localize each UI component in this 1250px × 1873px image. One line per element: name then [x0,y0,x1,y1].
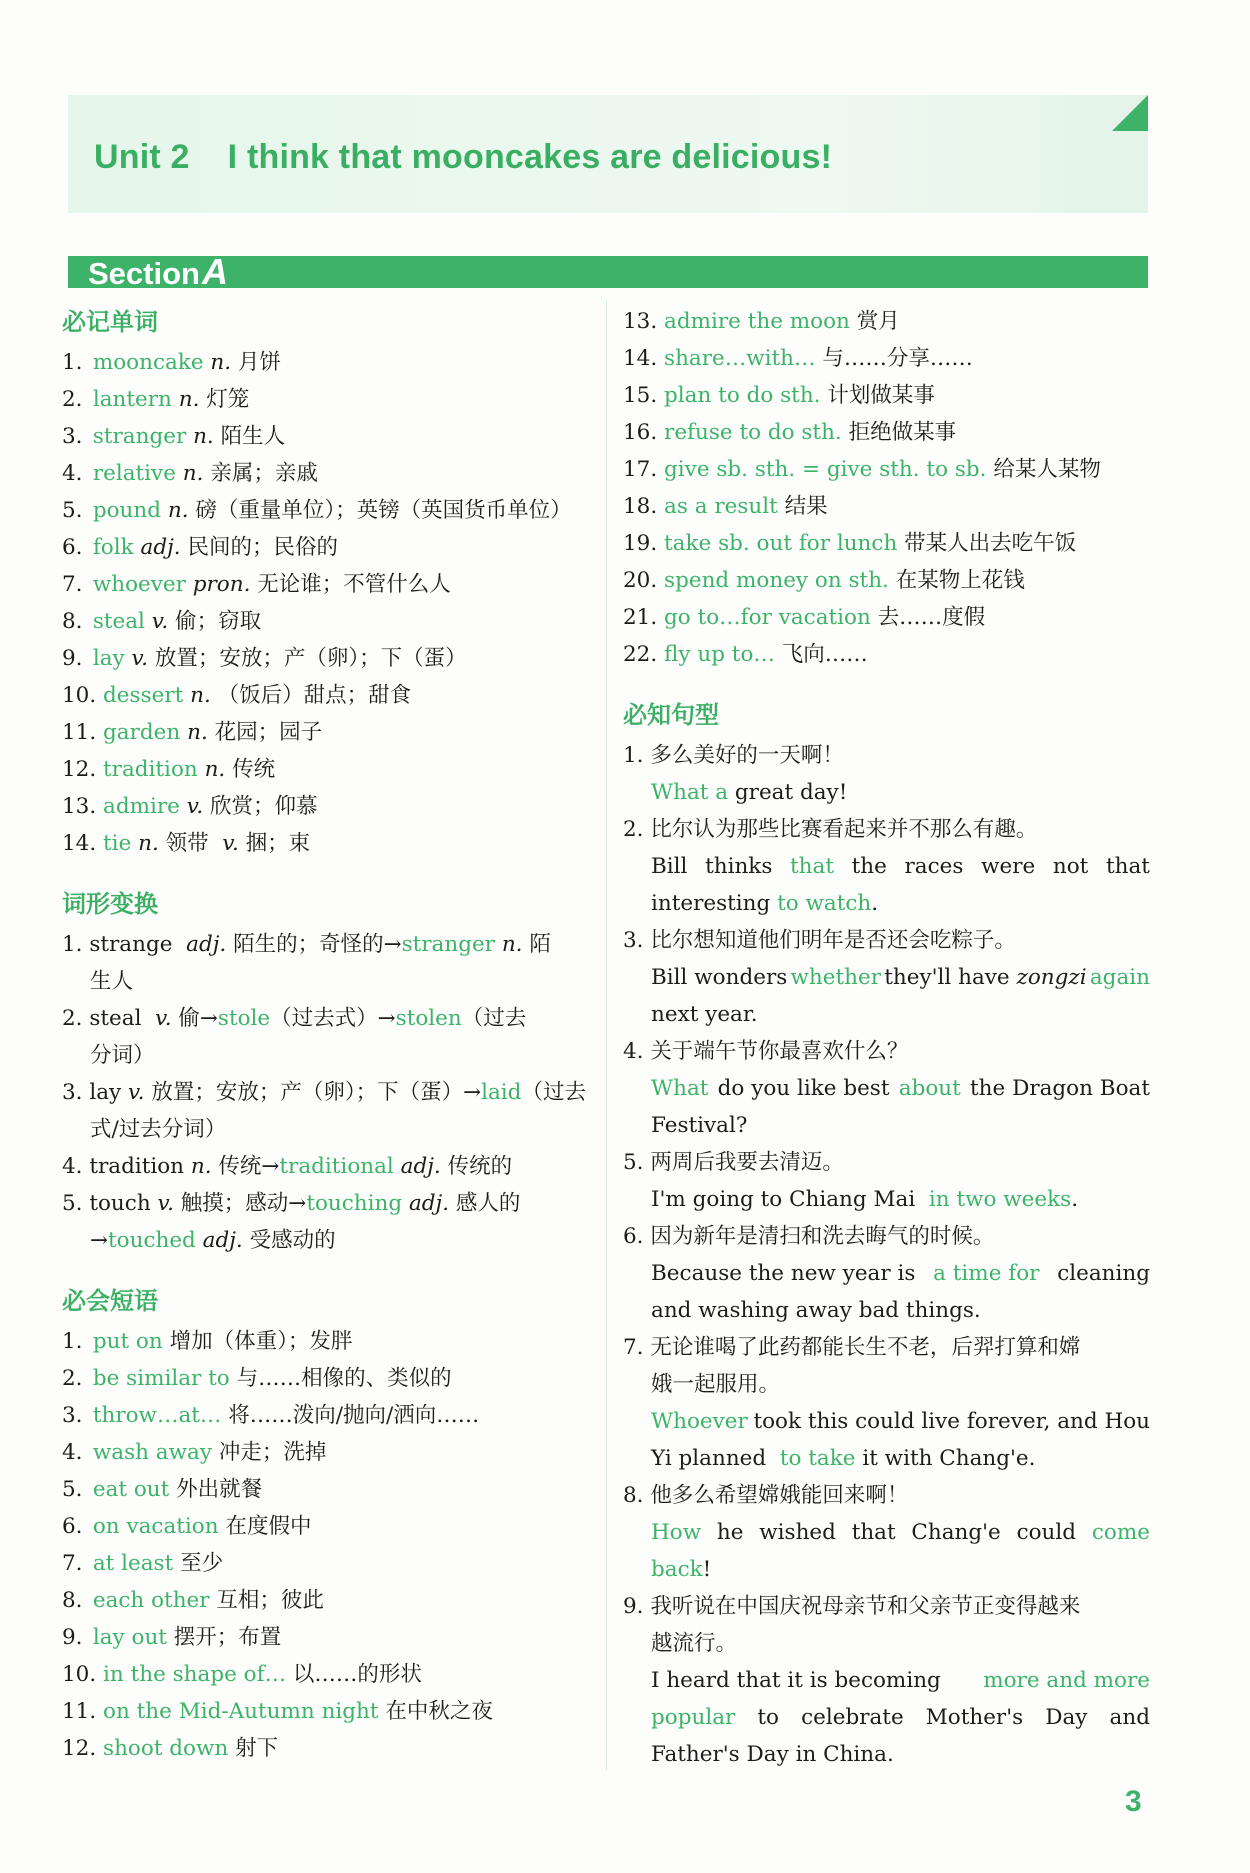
wordform-item-cont: 生人 [90,969,134,994]
section-letter: A [201,251,228,292]
vocab-item: 6. folk adj. 民间的；民俗的 [62,535,338,560]
phrase-list-right [623,303,1150,673]
vocab-item: 13. admire v. 欣赏；仰慕 [62,794,318,819]
vocab-item: 9. lay v. 放置；安放；产（卵）；下（蛋） [62,646,467,671]
wordforms-list [62,926,586,1259]
sentence-cn: 2. 比尔认为那些比赛看起来并不那么有趣。 [623,817,1038,842]
sentence-cn: 5. 两周后我要去清迈。 [623,1150,844,1175]
sentence-en: Bill wonders whether they'll have zongzi again [651,965,1150,990]
phrase-item: 2. be similar to 与……相像的、类似的 [62,1366,452,1391]
phrase-item: 8. each other 互相；彼此 [62,1588,324,1613]
phrase-item: 19. take sb. out for lunch 带某人出去吃午饭 [623,531,1077,556]
column-divider [606,300,607,1770]
sentence-cn: 6. 因为新年是清扫和洗去晦气的时候。 [623,1224,995,1249]
phrase-item: 1. put on 增加（体重）；发胖 [62,1329,353,1354]
unit-heading: I think that mooncakes are delicious! [227,138,833,176]
vocab-item: 5. pound n. 磅（重量单位）；英镑（英国货币单位） [62,498,572,523]
phrase-item: 16. refuse to do sth. 拒绝做某事 [623,420,957,445]
sentence-en: I heard that it is becoming more and more [651,1668,1150,1693]
right-column [623,303,1150,1773]
unit-title [94,138,832,177]
phrase-item: 22. fly up to… 飞向…… [623,642,868,667]
phrase-item: 12. shoot down 射下 [62,1736,279,1761]
phrases-heading: 必会短语 [62,1287,158,1315]
wordforms-heading: 词形变换 [62,890,158,918]
sentence-list [623,737,1150,1773]
phrase-item: 5. eat out 外出就餐 [62,1477,263,1502]
wordform-item: 1. strange adj. 陌生的；奇怪的→stranger n. 陌 [62,932,551,957]
sentence-en-cont: Father's Day in China. [651,1742,894,1767]
vocab-item: 10. dessert n. （饭后）甜点；甜食 [62,683,412,708]
phrase-item: 17. give sb. sth. = give sth. to sb. 给某人某物 [623,457,1101,482]
wordform-item-cont: 式/过去分词） [90,1117,227,1142]
vocab-heading: 必记单词 [62,308,158,336]
wordform-item: 3. lay v. 放置；安放；产（卵）；下（蛋）→laid（过去 [62,1080,586,1105]
wordform-item-cont: →touched adj. 受感动的 [90,1228,336,1253]
vocab-list [62,344,582,862]
sentence-en-cont: interesting to watch. [651,891,879,916]
sentence-en: How he wished that Chang'e could come [651,1520,1150,1545]
corner-triangle [1112,95,1148,131]
sentence-en-cont: popular to celebrate Mother's Day and [651,1705,1150,1730]
phrase-item: 6. on vacation 在度假中 [62,1514,312,1539]
phrase-item: 7. at least 至少 [62,1551,224,1576]
phrase-item: 21. go to…for vacation 去……度假 [623,605,986,630]
sentence-en: Bill thinks that the races were not that [651,854,1150,879]
sentences-heading: 必知句型 [623,701,719,729]
wordform-item: 4. tradition n. 传统→traditional adj. 传统的 [62,1154,513,1179]
phrase-item: 18. as a result 结果 [623,494,828,519]
wordform-item: 2. steal v. 偷→stole（过去式）→stolen（过去 [62,1006,527,1031]
sentence-en: Whoever took this could live forever, and Hou [651,1409,1150,1434]
phrase-item: 11. on the Mid-Autumn night 在中秋之夜 [62,1699,493,1724]
sentence-cn: 9. 我听说在中国庆祝母亲节和父亲节正变得越来 [623,1594,1081,1619]
vocab-item: 1. mooncake n. 月饼 [62,350,281,375]
sentence-en-cont: back! [651,1557,712,1582]
phrase-item: 15. plan to do sth. 计划做某事 [623,383,935,408]
sentence-en: What a great day! [651,780,848,805]
sentence-cn-cont: 娥一起服用。 [651,1372,781,1397]
vocab-item: 11. garden n. 花园；园子 [62,720,323,745]
left-column [62,300,586,1767]
wordform-item: 5. touch v. 触摸；感动→touching adj. 感人的 [62,1191,521,1216]
phrase-item: 10. in the shape of… 以……的形状 [62,1662,422,1687]
page-number: 3 [1125,1785,1142,1818]
phrase-item: 20. spend money on sth. 在某物上花钱 [623,568,1025,593]
unit-number: Unit 2 [94,138,190,176]
vocab-item: 8. steal v. 偷；窃取 [62,609,262,634]
vocab-item: 2. lantern n. 灯笼 [62,387,250,412]
sentence-en: Because the new year is a time for cleaning [651,1261,1150,1286]
sentence-cn: 3. 比尔想知道他们明年是否还会吃粽子。 [623,928,1016,953]
sentence-en: I'm going to Chiang Mai in two weeks. [651,1187,1079,1212]
sentence-cn: 1. 多么美好的一天啊！ [623,743,844,768]
section-bar [68,256,1148,288]
sentence-cn-cont: 越流行。 [651,1631,738,1656]
vocab-item: 3. stranger n. 陌生人 [62,424,286,449]
wordform-item-cont: 分词） [90,1043,155,1068]
section-word: Section [88,256,200,291]
phrase-item: 14. share…with… 与……分享…… [623,346,973,371]
sentence-en-cont: Yi planned to take it with Chang'e. [651,1446,1036,1471]
phrase-item: 9. lay out 摆开；布置 [62,1625,282,1650]
vocab-item: 7. whoever pron. 无论谁；不管什么人 [62,572,451,597]
vocab-item: 4. relative n. 亲属；亲戚 [62,461,318,486]
phrase-item: 4. wash away 冲走；洗掉 [62,1440,327,1465]
phrase-list-left [62,1323,582,1767]
sentence-cn: 8. 他多么希望嫦娥能回来啊！ [623,1483,909,1508]
sentence-en-cont: Festival? [651,1113,748,1138]
vocab-item: 14. tie n. 领带 v. 捆；束 [62,831,311,856]
phrase-item: 3. throw…at… 将……泼向/抛向/洒向…… [62,1403,480,1428]
sentence-en-cont: and washing away bad things. [651,1298,981,1323]
sentence-en-cont: next year. [651,1002,758,1027]
sentence-cn: 4. 关于端午节你最喜欢什么？ [623,1039,909,1064]
sentence-cn: 7. 无论谁喝了此药都能长生不老，后羿打算和嫦 [623,1335,1081,1360]
vocab-item: 12. tradition n. 传统 [62,757,276,782]
phrase-item: 13. admire the moon 赏月 [623,309,900,334]
section-label [88,251,228,292]
sentence-en: What do you like best about the Dragon Boat [651,1076,1150,1101]
